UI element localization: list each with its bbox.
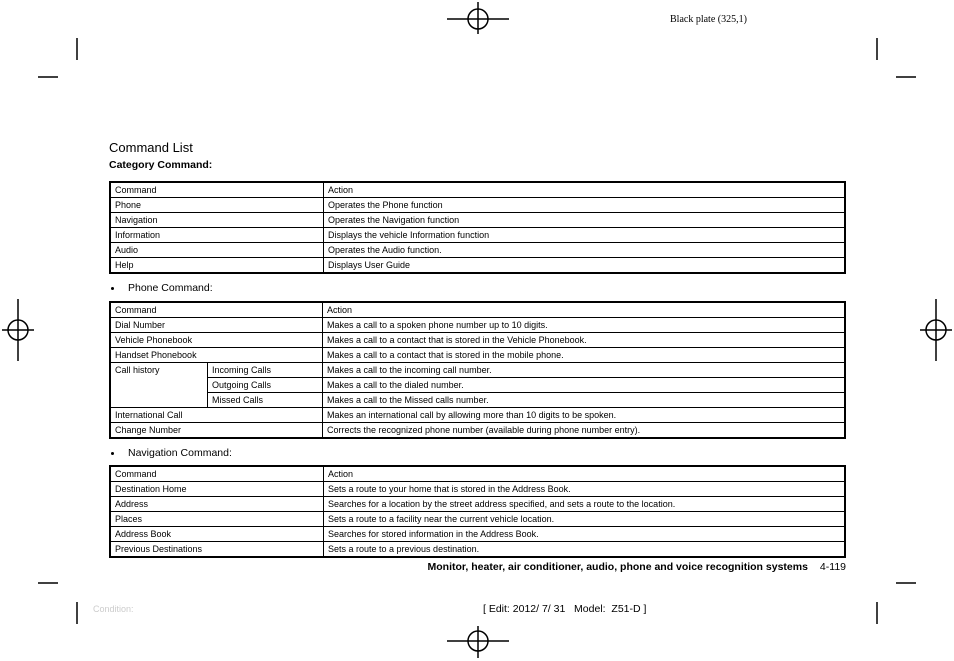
heading-text: Navigation Command: bbox=[128, 447, 232, 459]
plate-label: Black plate (325,1) bbox=[670, 14, 747, 25]
command-cell: Places bbox=[110, 512, 324, 527]
command-cell: International Call bbox=[110, 408, 323, 423]
header-cell: Command bbox=[110, 182, 324, 198]
header-cell: Action bbox=[324, 466, 846, 482]
table-row bbox=[110, 228, 845, 243]
table-row bbox=[110, 318, 845, 333]
table-row bbox=[110, 393, 845, 408]
command-cell: Help bbox=[110, 258, 324, 274]
navigation-command-table bbox=[109, 465, 846, 558]
table-row bbox=[110, 542, 845, 558]
subcommand-cell: Outgoing Calls bbox=[208, 378, 323, 393]
section-subtitle: Category Command: bbox=[109, 159, 213, 171]
action-cell: Operates the Audio function. bbox=[324, 243, 846, 258]
table-row bbox=[110, 408, 845, 423]
page-number: 4-119 bbox=[819, 561, 846, 573]
table-row bbox=[110, 497, 845, 512]
subcommand-cell: Incoming Calls bbox=[208, 363, 323, 378]
table-row bbox=[110, 258, 845, 274]
action-cell: Makes a call to a contact that is stored in the Vehicle Phonebook. bbox=[323, 333, 846, 348]
heading-text: Phone Command: bbox=[128, 282, 213, 294]
command-cell: Phone bbox=[110, 198, 324, 213]
command-cell: Address bbox=[110, 497, 324, 512]
command-cell: Previous Destinations bbox=[110, 542, 324, 558]
action-cell: Sets a route to a previous destination. bbox=[324, 542, 846, 558]
page-title: Command List bbox=[109, 140, 193, 155]
action-cell: Sets a route to your home that is stored in the Address Book. bbox=[324, 482, 846, 497]
table-row bbox=[110, 378, 845, 393]
action-cell: Corrects the recognized phone number (available during phone number entry). bbox=[323, 423, 846, 439]
command-cell: Audio bbox=[110, 243, 324, 258]
command-cell: Navigation bbox=[110, 213, 324, 228]
table-row bbox=[110, 512, 845, 527]
command-cell: Handset Phonebook bbox=[110, 348, 323, 363]
action-cell: Searches for a location by the street address specified, and sets a route to the location. bbox=[324, 497, 846, 512]
subcommand-cell: Missed Calls bbox=[208, 393, 323, 408]
command-cell: Change Number bbox=[110, 423, 323, 439]
command-cell: Address Book bbox=[110, 527, 324, 542]
table-row bbox=[110, 482, 845, 497]
table-row bbox=[110, 348, 845, 363]
condition-label: Condition: bbox=[93, 604, 134, 614]
table-header-row bbox=[110, 182, 845, 198]
action-cell: Operates the Navigation function bbox=[324, 213, 846, 228]
action-cell: Makes an international call by allowing more than 10 digits to be spoken. bbox=[323, 408, 846, 423]
table-header-row bbox=[110, 302, 845, 318]
command-cell: Vehicle Phonebook bbox=[110, 333, 323, 348]
header-cell: Action bbox=[324, 182, 846, 198]
action-cell: Displays User Guide bbox=[324, 258, 846, 274]
action-cell: Makes a call to a contact that is stored in the mobile phone. bbox=[323, 348, 846, 363]
edit-info: [ Edit: 2012/ 7/ 31 Model: Z51-D ] bbox=[483, 603, 647, 615]
bullet-icon bbox=[111, 452, 114, 455]
command-cell: Call history bbox=[110, 363, 208, 408]
table-row bbox=[110, 527, 845, 542]
action-cell: Makes a call to a spoken phone number up to 10 digits. bbox=[323, 318, 846, 333]
command-cell: Dial Number bbox=[110, 318, 323, 333]
category-command-table bbox=[109, 181, 846, 274]
command-cell: Destination Home bbox=[110, 482, 324, 497]
section-name: Monitor, heater, air conditioner, audio, phone and voice recognition systems bbox=[427, 561, 808, 573]
header-cell: Command bbox=[110, 302, 323, 318]
header-cell: Command bbox=[110, 466, 324, 482]
action-cell: Sets a route to a facility near the current vehicle location. bbox=[324, 512, 846, 527]
table-row bbox=[110, 333, 845, 348]
phone-command-table bbox=[109, 301, 846, 439]
action-cell: Operates the Phone function bbox=[324, 198, 846, 213]
action-cell: Makes a call to the incoming call number. bbox=[323, 363, 846, 378]
table-row bbox=[110, 198, 845, 213]
phone-command-heading bbox=[111, 282, 213, 294]
running-footer bbox=[428, 561, 846, 573]
table-header-row bbox=[110, 466, 845, 482]
table-row bbox=[110, 363, 845, 378]
action-cell: Searches for stored information in the Address Book. bbox=[324, 527, 846, 542]
table-row bbox=[110, 243, 845, 258]
action-cell: Displays the vehicle Information function bbox=[324, 228, 846, 243]
table-row bbox=[110, 423, 845, 439]
navigation-command-heading bbox=[111, 447, 232, 459]
header-cell: Action bbox=[323, 302, 846, 318]
action-cell: Makes a call to the dialed number. bbox=[323, 378, 846, 393]
bullet-icon bbox=[111, 287, 114, 290]
command-cell: Information bbox=[110, 228, 324, 243]
action-cell: Makes a call to the Missed calls number. bbox=[323, 393, 846, 408]
table-row bbox=[110, 213, 845, 228]
